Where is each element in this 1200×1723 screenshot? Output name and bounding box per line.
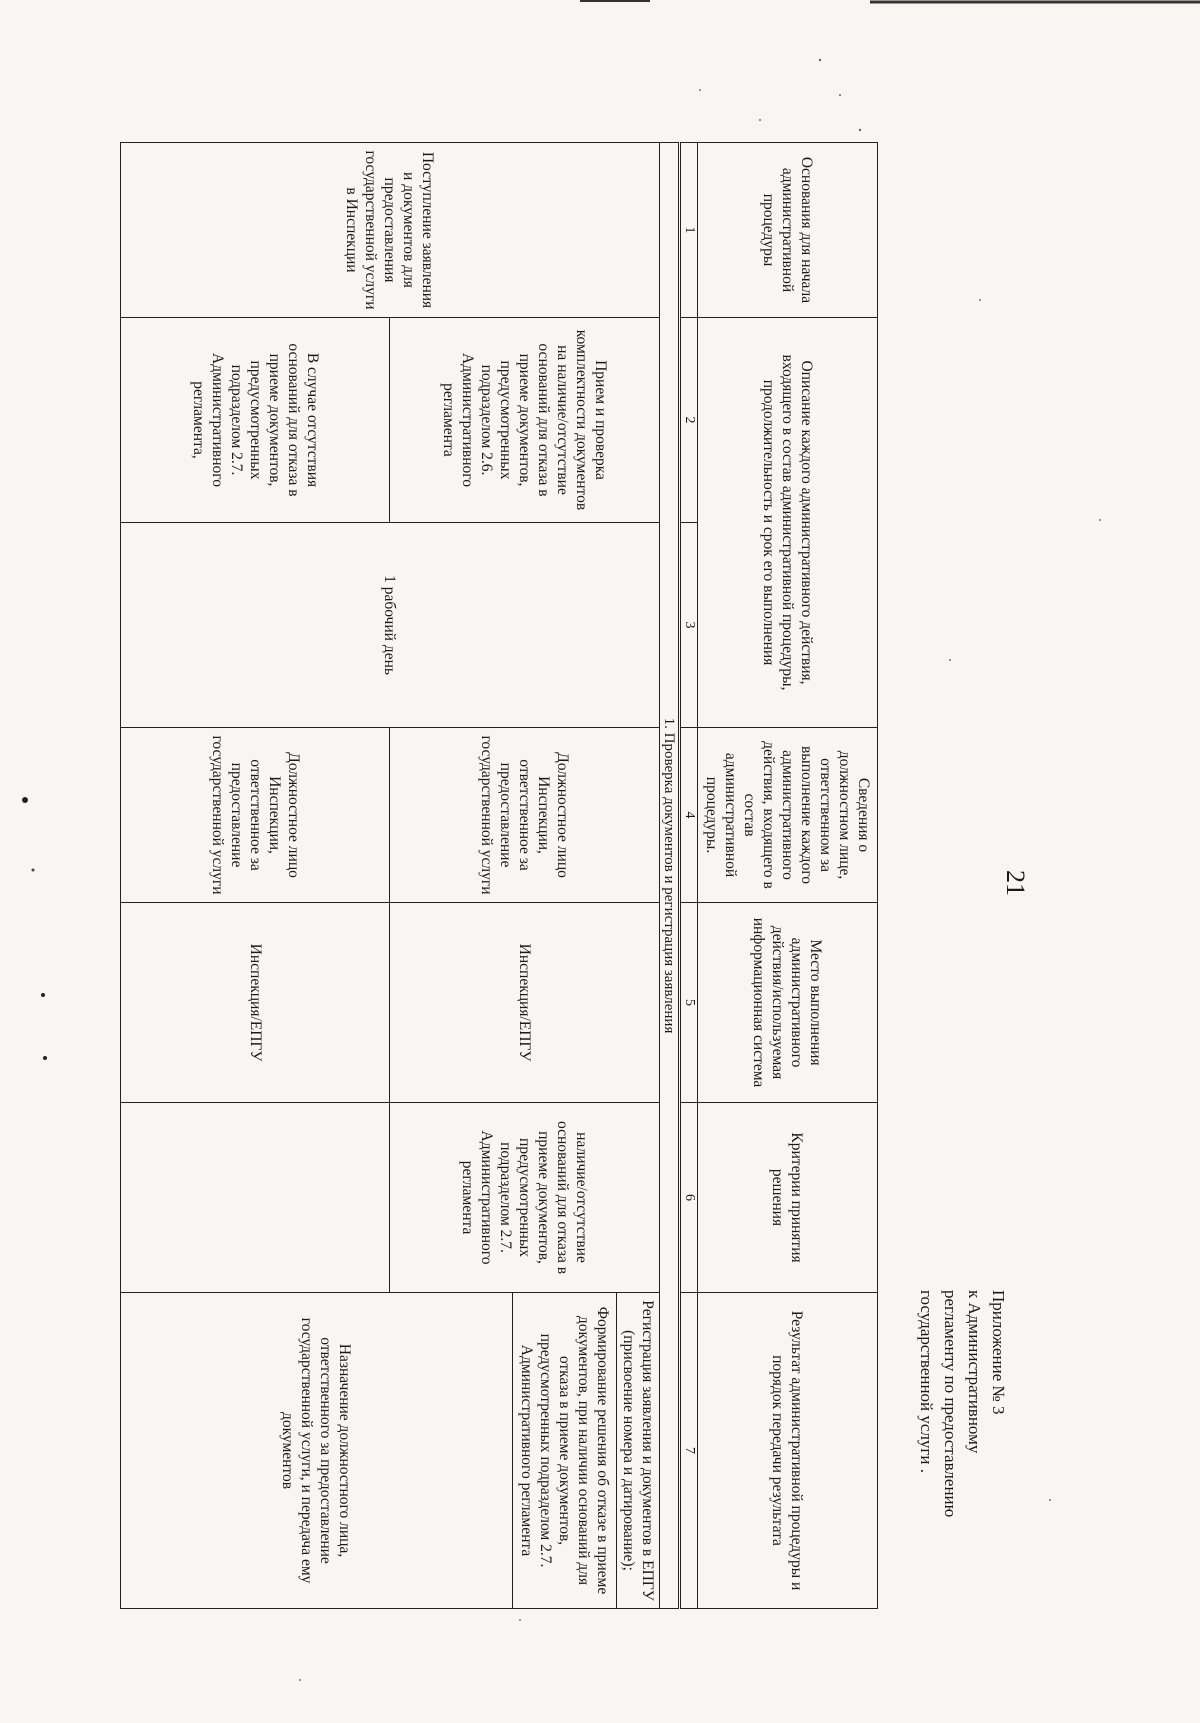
cell-criteria — [121, 1103, 660, 1293]
appendix-line-2: к Административному — [965, 1290, 984, 1454]
place-a: Инспекция/ЕПГУ — [516, 943, 534, 1062]
column-number: 7 — [680, 1293, 698, 1609]
appendix-line-1: Приложение № 3 — [989, 1290, 1008, 1415]
table-row — [121, 143, 660, 1609]
header-description: Описание каждого административного действия, входящего в состав административной процедуры, продолжительность и срок его выполнения — [698, 318, 878, 728]
header-result: Результат административной процедуры и порядок передачи результата — [698, 1293, 878, 1609]
action-check: Прием и проверка комплектности документов на наличие/отсутствие оснований для отказа в приеме документов, предусмотренных подразделом 2.6. Административного регламента — [440, 329, 610, 511]
procedure-table — [120, 142, 878, 1609]
cell-result — [121, 1293, 660, 1609]
section-title: 1. Проверка документов и регистрация заявления — [660, 143, 680, 1609]
header-criteria: Критерии принятия решения — [698, 1103, 878, 1293]
cell-officials — [121, 728, 660, 903]
cell-duration: 1 рабочий день — [121, 523, 660, 728]
criteria-empty — [121, 1103, 391, 1292]
column-number: 3 — [680, 523, 698, 728]
column-number: 4 — [680, 728, 698, 903]
column-number: 6 — [680, 1103, 698, 1293]
header-basis: Основания для начала административной процедуры — [698, 143, 878, 318]
appendix-line-3: регламенту по предоставлению — [941, 1290, 960, 1518]
action-no-grounds: В случае отсутствия оснований для отказа в приеме документов, предусмотренных подразделом 2.7. Административного регламента, — [121, 318, 391, 522]
section-row — [660, 143, 680, 1609]
table-header-row — [698, 143, 878, 1609]
header-official: Сведения о должностном лице, ответственном за выполнение каждого административного действия, входящего в состав административной процедуры. — [698, 728, 878, 903]
cell-places — [121, 903, 660, 1103]
header-place: Место выполнения административного действия/используемая информационная система — [698, 903, 878, 1103]
column-number: 1 — [680, 143, 698, 318]
official-b: Должностное лицо Инспекции, ответственное за предоставление государственной услуги — [121, 728, 391, 902]
place-b: Инспекция/ЕПГУ — [121, 903, 391, 1102]
cell-basis: Поступление заявления и документов для предоставления государственной услуги в Инспекции — [121, 143, 660, 318]
page-number: 21 — [1001, 870, 1030, 896]
result-registration: Регистрация заявления и документов в ЕПГУ (присвоение номера и датирование); — [616, 1293, 659, 1608]
result-refusal: Формирование решения об отказе в приеме документов, при наличии оснований для отказа в приеме документов, предусмотренных подразделом 2.7. Административного регламента — [512, 1293, 616, 1608]
result-assignment: Назначение должностного лица, ответственного за предоставление государственной услуги, и передача ему документов — [279, 1317, 354, 1584]
column-number: 5 — [680, 903, 698, 1103]
cell-actions — [121, 318, 660, 523]
column-number: 2 — [680, 318, 698, 523]
appendix-header — [914, 1290, 1010, 1590]
appendix-line-4: государственной услуги . — [917, 1290, 936, 1474]
procedure-table-wrapper — [120, 142, 878, 1608]
official-a: Должностное лицо Инспекции, ответственное за предоставление государственной услуги — [478, 735, 572, 895]
column-number-row — [680, 143, 698, 1609]
criteria-text: наличие/отсутствие оснований для отказа в приеме документов, предусмотренных подразделом 2.7. Административного регламента — [459, 1120, 591, 1275]
